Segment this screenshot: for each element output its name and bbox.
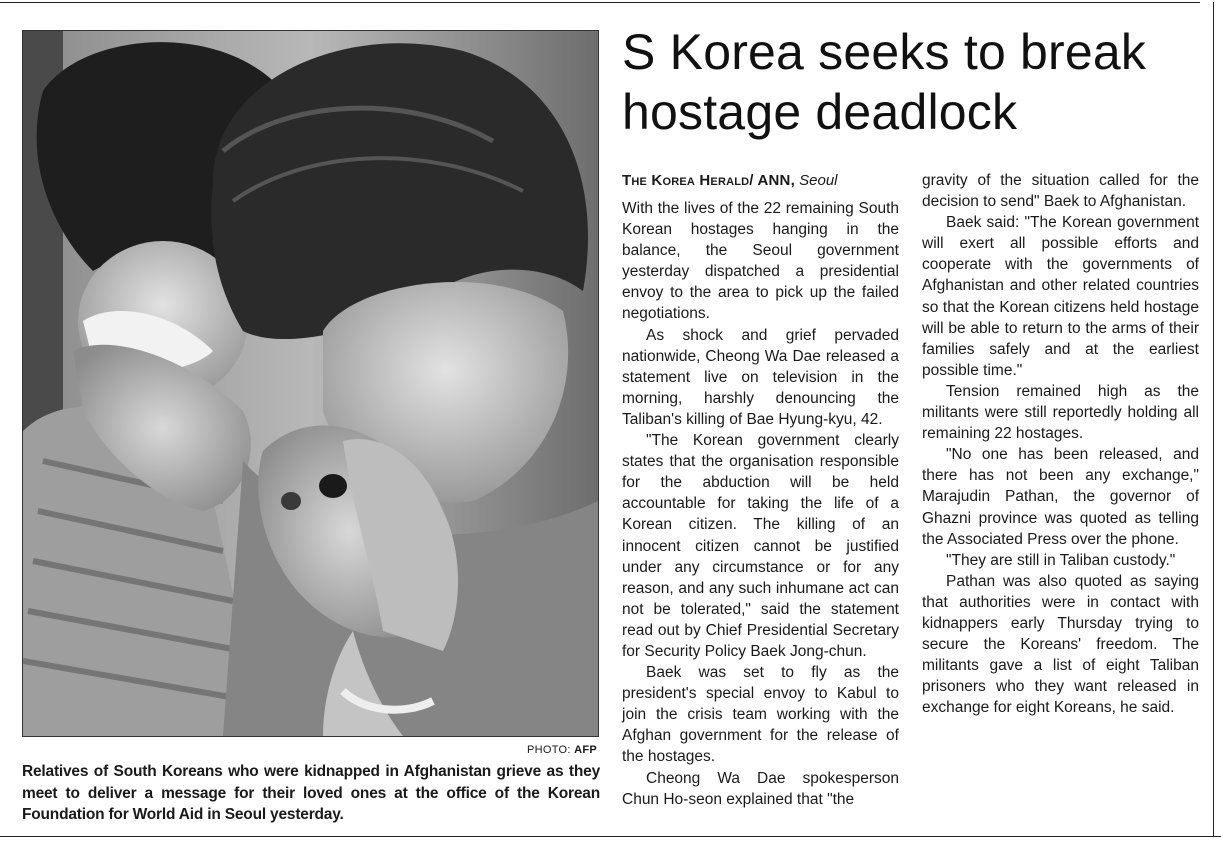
article-paragraph: Pathan was also quoted as saying that authorities were in contact with kidnappers early Thursday trying to secure the Koreans' freedom. The militants gave a list of eight Taliban prisoners who they want released in exchange for eight Koreans, he said. bbox=[922, 572, 1199, 717]
article-paragraph: Baek said: "The Korean government will exert all possible efforts and cooperate with the governments of Afghanistan and other related countries so that the Korean citizens held hostage will be able to return to the arms of their families safely and at the earliest possible time." bbox=[922, 214, 1199, 379]
photo-credit-label: PHOTO: bbox=[526, 744, 571, 756]
headline: S Korea seeks to break hostage deadlock bbox=[622, 24, 1147, 140]
article-paragraph: Baek was set to fly as the president's special envoy to Kabul to join the crisis team working with the Afghan government for the release of the hostages. bbox=[622, 664, 899, 766]
article-paragraph: With the lives of the 22 remaining South Korean hostages hanging in the balance, the Seoul government yesterday dispatched a presidential envoy to the area to pick up the failed negotiations. bbox=[622, 200, 899, 323]
article-paragraph: "They are still in Taliban custody." bbox=[946, 551, 1176, 569]
article-paragraph: Cheong Wa Dae spokesperson Chun Ho-seon explained that "the bbox=[622, 769, 899, 808]
article-column-1 bbox=[622, 170, 899, 810]
byline bbox=[622, 170, 899, 191]
bottom-rule bbox=[0, 836, 1221, 837]
top-rule bbox=[0, 2, 1200, 3]
byline-source: The Korea Herald/ ANN, bbox=[622, 172, 795, 189]
news-photo bbox=[22, 30, 599, 737]
article-paragraph: As shock and grief pervaded nationwide, Cheong Wa Dae released a statement live on television in the morning, harshly denouncing the Taliban's killing of Bae Hyung-kyu, 42. bbox=[622, 326, 899, 428]
photo-credit-agency: AFP bbox=[574, 744, 597, 756]
article-paragraph: "The Korean government clearly states that the organisation responsible for the abduction will be held accountable for taking the life of a Korean citizen. The killing of an innocent citizen cannot be justified under any circumstance or for any reason, and any such inhumane act can not be tolerated," said the statement read out by Chief Presidential Secretary for Security Policy Baek Jong-chun. bbox=[622, 432, 899, 660]
article-column-2 bbox=[922, 170, 1199, 718]
article-paragraph: "No one has been released, and there has not been any exchange," Marajudin Pathan, the governor of Ghazni province was quoted as telling the Associated Press over the phone. bbox=[922, 446, 1199, 548]
photo-image bbox=[23, 31, 598, 736]
photo-credit bbox=[22, 744, 597, 756]
article-paragraph: gravity of the situation called for the decision to send" Baek to Afghanistan. bbox=[922, 172, 1199, 211]
right-rule bbox=[1213, 2, 1214, 836]
photo-caption: Relatives of South Koreans who were kidnapped in Afghanistan grieve as they meet to deliver a message for their loved ones at the office of the Korean Foundation for World Aid in Seoul yesterday. bbox=[22, 763, 600, 823]
article-paragraph: Tension remained high as the militants were still reportedly holding all remaining 22 hostages. bbox=[922, 382, 1199, 443]
byline-place: Seoul bbox=[799, 172, 838, 189]
